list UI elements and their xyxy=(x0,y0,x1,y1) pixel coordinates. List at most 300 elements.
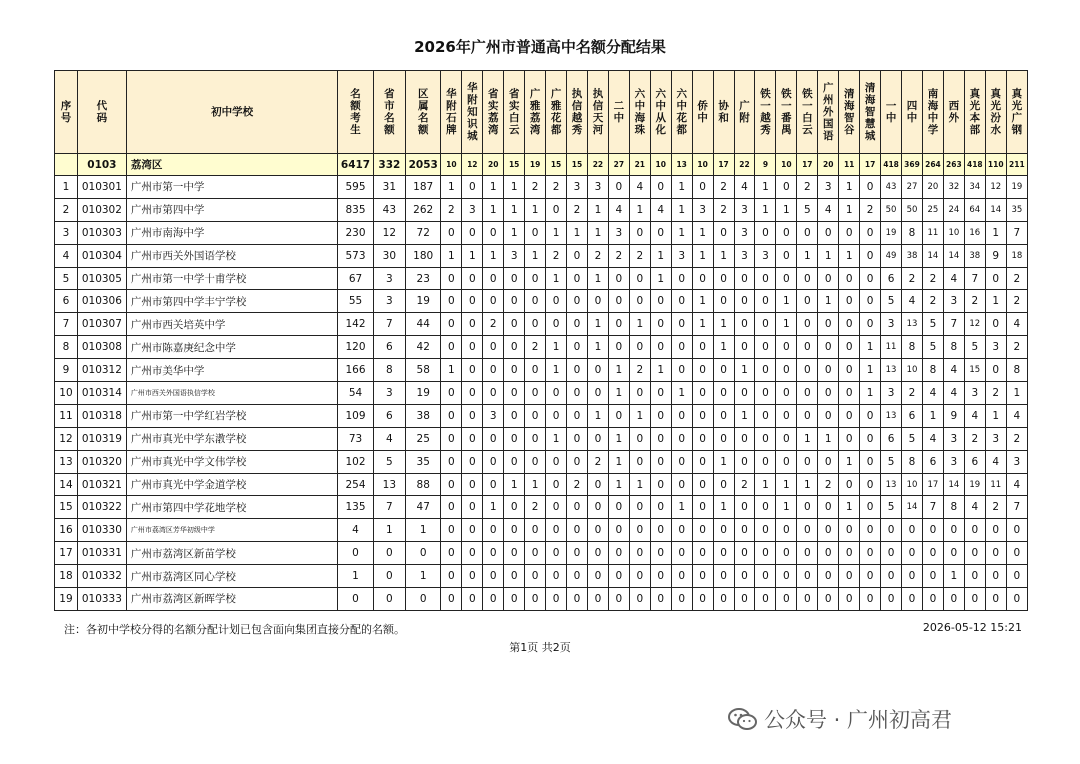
school-code: 010312 xyxy=(77,359,126,382)
quota-cell: 3 xyxy=(373,382,405,405)
quota-cell: 0 xyxy=(922,588,943,611)
quota-cell: 2 xyxy=(1006,267,1027,290)
quota-cell: 0 xyxy=(755,221,776,244)
quota-cell: 0 xyxy=(441,221,462,244)
quota-cell: 13 xyxy=(881,473,902,496)
row-number: 11 xyxy=(55,404,78,427)
header-cell: 省 实 荔 湾 xyxy=(483,71,504,154)
quota-cell: 0 xyxy=(441,404,462,427)
quota-cell: 43 xyxy=(373,198,405,221)
quota-cell: 3 xyxy=(734,198,755,221)
header-cell: 六 中 从 化 xyxy=(650,71,671,154)
quota-cell: 0 xyxy=(567,404,588,427)
quota-cell: 0 xyxy=(406,542,441,565)
district-value: 332 xyxy=(373,154,405,176)
quota-cell: 1 xyxy=(776,198,797,221)
school-name: 广州市荔湾区新晖学校 xyxy=(126,588,337,611)
quota-cell: 0 xyxy=(692,588,713,611)
quota-cell: 0 xyxy=(839,473,860,496)
quota-cell: 0 xyxy=(483,267,504,290)
quota-cell: 0 xyxy=(462,496,483,519)
quota-cell: 58 xyxy=(406,359,441,382)
quota-cell: 595 xyxy=(338,176,373,199)
quota-cell: 0 xyxy=(818,382,839,405)
quota-cell: 0 xyxy=(373,565,405,588)
quota-cell: 0 xyxy=(797,359,818,382)
quota-cell: 0 xyxy=(546,588,567,611)
quota-cell: 0 xyxy=(483,290,504,313)
quota-cell: 0 xyxy=(546,198,567,221)
quota-cell: 0 xyxy=(839,542,860,565)
header-cell: 广 州 外 国 语 xyxy=(818,71,839,154)
quota-cell: 0 xyxy=(839,221,860,244)
quota-cell: 230 xyxy=(338,221,373,244)
quota-cell: 0 xyxy=(650,473,671,496)
quota-cell: 2 xyxy=(525,496,546,519)
quota-cell: 2 xyxy=(922,267,943,290)
quota-cell: 1 xyxy=(943,565,964,588)
quota-cell: 0 xyxy=(650,382,671,405)
quota-cell: 25 xyxy=(922,198,943,221)
row-number: 7 xyxy=(55,313,78,336)
quota-cell: 4 xyxy=(734,176,755,199)
quota-cell: 4 xyxy=(943,359,964,382)
quota-cell: 0 xyxy=(818,496,839,519)
row-number: 3 xyxy=(55,221,78,244)
quota-cell: 0 xyxy=(713,588,734,611)
school-code: 010331 xyxy=(77,542,126,565)
quota-cell: 2 xyxy=(797,176,818,199)
quota-cell: 0 xyxy=(671,267,692,290)
quota-cell: 3 xyxy=(671,244,692,267)
header-cell: 清 海 智 谷 xyxy=(839,71,860,154)
quota-cell: 0 xyxy=(671,542,692,565)
header-cell: 华 附 知 识 城 xyxy=(462,71,483,154)
header-cell: 执 信 越 秀 xyxy=(567,71,588,154)
quota-cell: 2 xyxy=(713,176,734,199)
quota-cell: 0 xyxy=(546,404,567,427)
district-value: 21 xyxy=(629,154,650,176)
quota-cell: 0 xyxy=(860,450,881,473)
quota-cell: 0 xyxy=(462,382,483,405)
header-cell: 省 实 白 云 xyxy=(504,71,525,154)
district-value: 263 xyxy=(943,154,964,176)
quota-cell: 17 xyxy=(922,473,943,496)
quota-cell: 0 xyxy=(441,496,462,519)
quota-cell: 2 xyxy=(713,198,734,221)
quota-cell: 0 xyxy=(462,450,483,473)
quota-cell: 8 xyxy=(922,359,943,382)
quota-cell: 14 xyxy=(943,244,964,267)
quota-cell: 3 xyxy=(1006,450,1027,473)
quota-cell: 1 xyxy=(922,404,943,427)
quota-cell: 4 xyxy=(964,404,985,427)
quota-cell: 0 xyxy=(776,221,797,244)
quota-cell: 0 xyxy=(860,313,881,336)
quota-cell: 0 xyxy=(692,473,713,496)
quota-cell: 0 xyxy=(902,565,923,588)
quota-cell: 1 xyxy=(504,221,525,244)
quota-cell: 0 xyxy=(692,519,713,542)
quota-cell: 1 xyxy=(441,359,462,382)
quota-cell: 2 xyxy=(985,496,1006,519)
quota-cell: 0 xyxy=(406,588,441,611)
quota-cell: 0 xyxy=(818,404,839,427)
quota-cell: 1 xyxy=(713,313,734,336)
quota-cell: 0 xyxy=(755,588,776,611)
quota-cell: 4 xyxy=(629,176,650,199)
quota-cell: 0 xyxy=(567,519,588,542)
quota-cell: 24 xyxy=(943,198,964,221)
quota-cell: 0 xyxy=(881,588,902,611)
quota-cell: 0 xyxy=(629,519,650,542)
quota-cell: 19 xyxy=(964,473,985,496)
quota-cell: 1 xyxy=(546,221,567,244)
quota-cell: 0 xyxy=(483,336,504,359)
quota-cell: 0 xyxy=(504,496,525,519)
district-value: 15 xyxy=(567,154,588,176)
table-row xyxy=(55,450,1028,473)
quota-cell: 30 xyxy=(373,244,405,267)
quota-cell: 0 xyxy=(671,450,692,473)
school-code: 010322 xyxy=(77,496,126,519)
table-row xyxy=(55,382,1028,405)
quota-cell: 8 xyxy=(943,336,964,359)
quota-cell: 0 xyxy=(839,382,860,405)
quota-cell: 38 xyxy=(406,404,441,427)
table-row xyxy=(55,542,1028,565)
quota-cell: 1 xyxy=(776,290,797,313)
quota-cell: 0 xyxy=(964,519,985,542)
quota-cell: 1 xyxy=(629,404,650,427)
quota-cell: 0 xyxy=(629,267,650,290)
quota-cell: 254 xyxy=(338,473,373,496)
quota-cell: 0 xyxy=(692,359,713,382)
header-cell: 侨 中 xyxy=(692,71,713,154)
quota-cell: 0 xyxy=(797,382,818,405)
quota-cell: 1 xyxy=(713,450,734,473)
quota-cell: 9 xyxy=(943,404,964,427)
quota-cell: 0 xyxy=(671,313,692,336)
quota-cell: 1 xyxy=(587,336,608,359)
quota-cell: 0 xyxy=(587,542,608,565)
quota-cell: 0 xyxy=(797,450,818,473)
quota-cell: 0 xyxy=(608,496,629,519)
quota-cell: 1 xyxy=(650,267,671,290)
page-indicator: 第1页 共2页 xyxy=(509,641,571,654)
quota-cell: 1 xyxy=(650,359,671,382)
quota-cell: 1 xyxy=(525,473,546,496)
quota-cell: 0 xyxy=(734,427,755,450)
school-code: 010319 xyxy=(77,427,126,450)
district-value: 22 xyxy=(734,154,755,176)
quota-cell: 11 xyxy=(922,221,943,244)
quota-cell: 20 xyxy=(922,176,943,199)
quota-cell: 0 xyxy=(692,450,713,473)
quota-cell: 0 xyxy=(629,565,650,588)
quota-cell: 0 xyxy=(462,565,483,588)
quota-cell: 120 xyxy=(338,336,373,359)
header-cell: 真 光 广 钢 xyxy=(1006,71,1027,154)
quota-cell: 0 xyxy=(839,359,860,382)
header-cell: 代 码 xyxy=(77,71,126,154)
quota-cell: 0 xyxy=(567,267,588,290)
quota-cell: 0 xyxy=(734,450,755,473)
quota-cell: 7 xyxy=(964,267,985,290)
quota-cell: 5 xyxy=(922,336,943,359)
district-value: 15 xyxy=(504,154,525,176)
quota-cell: 3 xyxy=(943,450,964,473)
quota-cell: 19 xyxy=(881,221,902,244)
quota-cell: 0 xyxy=(776,267,797,290)
school-code: 010320 xyxy=(77,450,126,473)
quota-cell: 6 xyxy=(922,450,943,473)
quota-cell: 0 xyxy=(462,221,483,244)
quota-cell: 1 xyxy=(483,244,504,267)
quota-cell: 32 xyxy=(943,176,964,199)
district-value: 13 xyxy=(671,154,692,176)
quota-cell: 31 xyxy=(373,176,405,199)
quota-cell: 0 xyxy=(692,382,713,405)
quota-cell: 4 xyxy=(922,382,943,405)
quota-cell: 0 xyxy=(734,542,755,565)
quota-cell: 0 xyxy=(713,519,734,542)
quota-cell: 3 xyxy=(373,290,405,313)
quota-cell: 0 xyxy=(860,542,881,565)
quota-cell: 0 xyxy=(922,542,943,565)
quota-cell: 573 xyxy=(338,244,373,267)
quota-cell: 2 xyxy=(1006,290,1027,313)
quota-cell: 0 xyxy=(734,496,755,519)
quota-cell: 0 xyxy=(713,382,734,405)
quota-cell: 0 xyxy=(692,267,713,290)
quota-cell: 0 xyxy=(797,588,818,611)
quota-cell: 0 xyxy=(839,404,860,427)
header-cell: 铁 一 越 秀 xyxy=(755,71,776,154)
quota-cell: 0 xyxy=(650,450,671,473)
quota-cell: 0 xyxy=(671,473,692,496)
header-cell: 南 海 中 学 xyxy=(922,71,943,154)
quota-cell: 0 xyxy=(546,473,567,496)
quota-cell: 1 xyxy=(860,336,881,359)
quota-cell: 0 xyxy=(567,244,588,267)
quota-cell: 0 xyxy=(525,221,546,244)
quota-cell: 7 xyxy=(1006,496,1027,519)
school-name: 广州市第四中学丰宁学校 xyxy=(126,290,337,313)
quota-cell: 1 xyxy=(608,473,629,496)
quota-cell: 0 xyxy=(818,221,839,244)
quota-cell: 0 xyxy=(985,313,1006,336)
quota-cell: 0 xyxy=(818,336,839,359)
table-row xyxy=(55,221,1028,244)
district-value: 2053 xyxy=(406,154,441,176)
quota-cell: 0 xyxy=(755,519,776,542)
quota-cell: 15 xyxy=(964,359,985,382)
wechat-icon xyxy=(728,707,758,731)
quota-cell: 0 xyxy=(504,359,525,382)
quota-cell: 0 xyxy=(441,336,462,359)
header-cell: 协 和 xyxy=(713,71,734,154)
page-title: 2026年广州市普通高中名额分配结果 xyxy=(414,38,666,56)
quota-cell: 0 xyxy=(776,382,797,405)
quota-cell: 34 xyxy=(964,176,985,199)
quota-cell: 1 xyxy=(671,382,692,405)
quota-cell: 1 xyxy=(671,496,692,519)
school-name: 广州市荔湾区同心学校 xyxy=(126,565,337,588)
quota-cell: 2 xyxy=(860,198,881,221)
quota-cell: 13 xyxy=(881,359,902,382)
quota-cell: 4 xyxy=(338,519,373,542)
district-value: 20 xyxy=(483,154,504,176)
quota-cell: 3 xyxy=(964,382,985,405)
quota-cell: 8 xyxy=(902,221,923,244)
district-value: 17 xyxy=(860,154,881,176)
quota-cell: 1 xyxy=(1006,382,1027,405)
quota-cell: 1 xyxy=(587,221,608,244)
quota-cell: 0 xyxy=(776,176,797,199)
quota-cell: 0 xyxy=(504,565,525,588)
quota-cell: 0 xyxy=(608,519,629,542)
quota-cell: 0 xyxy=(587,565,608,588)
quota-cell: 0 xyxy=(650,404,671,427)
quota-cell: 0 xyxy=(483,221,504,244)
quota-cell: 0 xyxy=(985,267,1006,290)
header-cell: 二 中 xyxy=(608,71,629,154)
district-value: 11 xyxy=(839,154,860,176)
quota-cell: 19 xyxy=(406,382,441,405)
quota-cell: 6 xyxy=(964,450,985,473)
quota-cell: 12 xyxy=(985,176,1006,199)
quota-cell: 0 xyxy=(441,542,462,565)
quota-cell: 0 xyxy=(734,290,755,313)
quota-cell: 35 xyxy=(1006,198,1027,221)
quota-cell: 0 xyxy=(839,588,860,611)
table-row xyxy=(55,267,1028,290)
quota-cell: 0 xyxy=(797,519,818,542)
quota-cell: 0 xyxy=(881,519,902,542)
quota-cell: 47 xyxy=(406,496,441,519)
quota-cell: 0 xyxy=(483,473,504,496)
quota-cell: 0 xyxy=(525,313,546,336)
quota-cell: 0 xyxy=(629,336,650,359)
quota-cell: 1 xyxy=(734,404,755,427)
quota-cell: 0 xyxy=(373,542,405,565)
quota-cell: 1 xyxy=(776,473,797,496)
header-cell: 清 海 智 慧 城 xyxy=(860,71,881,154)
quota-cell: 2 xyxy=(525,176,546,199)
row-number: 16 xyxy=(55,519,78,542)
quota-cell: 0 xyxy=(755,382,776,405)
quota-cell: 0 xyxy=(338,588,373,611)
quota-cell: 4 xyxy=(964,496,985,519)
quota-cell: 0 xyxy=(734,519,755,542)
quota-cell: 3 xyxy=(881,313,902,336)
quota-cell: 4 xyxy=(943,382,964,405)
header-cell: 序 号 xyxy=(55,71,78,154)
quota-cell: 0 xyxy=(441,450,462,473)
quota-cell: 0 xyxy=(881,565,902,588)
empty-cell xyxy=(55,154,78,176)
quota-cell: 0 xyxy=(525,267,546,290)
quota-cell: 3 xyxy=(373,267,405,290)
quota-cell: 10 xyxy=(943,221,964,244)
quota-cell: 0 xyxy=(839,336,860,359)
quota-cell: 0 xyxy=(818,565,839,588)
quota-cell: 0 xyxy=(650,176,671,199)
header-cell: 初中学校 xyxy=(126,71,337,154)
header-cell: 名 额 考 生 xyxy=(338,71,373,154)
quota-cell: 50 xyxy=(881,198,902,221)
quota-cell: 1 xyxy=(755,198,776,221)
quota-cell: 0 xyxy=(650,221,671,244)
quota-cell: 0 xyxy=(734,313,755,336)
quota-cell: 0 xyxy=(483,542,504,565)
quota-cell: 0 xyxy=(462,267,483,290)
quota-cell: 0 xyxy=(671,519,692,542)
quota-cell: 3 xyxy=(587,176,608,199)
quota-cell: 0 xyxy=(985,588,1006,611)
quota-cell: 0 xyxy=(462,359,483,382)
quota-cell: 0 xyxy=(839,313,860,336)
district-value: 17 xyxy=(713,154,734,176)
quota-cell: 1 xyxy=(608,359,629,382)
district-value: 22 xyxy=(587,154,608,176)
quota-cell: 0 xyxy=(587,519,608,542)
quota-cell: 5 xyxy=(881,290,902,313)
quota-cell: 0 xyxy=(692,404,713,427)
quota-cell: 1 xyxy=(692,221,713,244)
quota-cell: 0 xyxy=(629,542,650,565)
quota-cell: 0 xyxy=(713,427,734,450)
quota-cell: 0 xyxy=(964,588,985,611)
quota-cell: 1 xyxy=(629,473,650,496)
row-number: 15 xyxy=(55,496,78,519)
quota-cell: 0 xyxy=(692,176,713,199)
row-number: 4 xyxy=(55,244,78,267)
quota-cell: 0 xyxy=(734,382,755,405)
quota-cell: 0 xyxy=(839,427,860,450)
quota-cell: 5 xyxy=(964,336,985,359)
quota-cell: 5 xyxy=(922,313,943,336)
quota-cell: 1 xyxy=(818,290,839,313)
quota-cell: 262 xyxy=(406,198,441,221)
quota-cell: 50 xyxy=(902,198,923,221)
quota-cell: 0 xyxy=(608,313,629,336)
quota-cell: 10 xyxy=(902,359,923,382)
quota-cell: 0 xyxy=(608,336,629,359)
school-name: 广州市真光中学金道学校 xyxy=(126,473,337,496)
quota-cell: 0 xyxy=(881,542,902,565)
quota-cell: 0 xyxy=(441,519,462,542)
quota-cell: 9 xyxy=(985,244,1006,267)
quota-cell: 0 xyxy=(713,542,734,565)
quota-cell: 0 xyxy=(755,359,776,382)
quota-cell: 0 xyxy=(776,427,797,450)
quota-cell: 0 xyxy=(504,267,525,290)
quota-cell: 0 xyxy=(860,588,881,611)
header-cell: 华 附 石 牌 xyxy=(441,71,462,154)
row-number: 14 xyxy=(55,473,78,496)
row-number: 8 xyxy=(55,336,78,359)
quota-cell: 0 xyxy=(587,382,608,405)
quota-cell: 3 xyxy=(943,427,964,450)
school-name: 广州市真光中学文伟学校 xyxy=(126,450,337,473)
quota-cell: 0 xyxy=(525,565,546,588)
header-cell: 区 属 名 额 xyxy=(406,71,441,154)
quota-cell: 0 xyxy=(441,382,462,405)
quota-cell: 3 xyxy=(943,290,964,313)
quota-cell: 0 xyxy=(441,565,462,588)
